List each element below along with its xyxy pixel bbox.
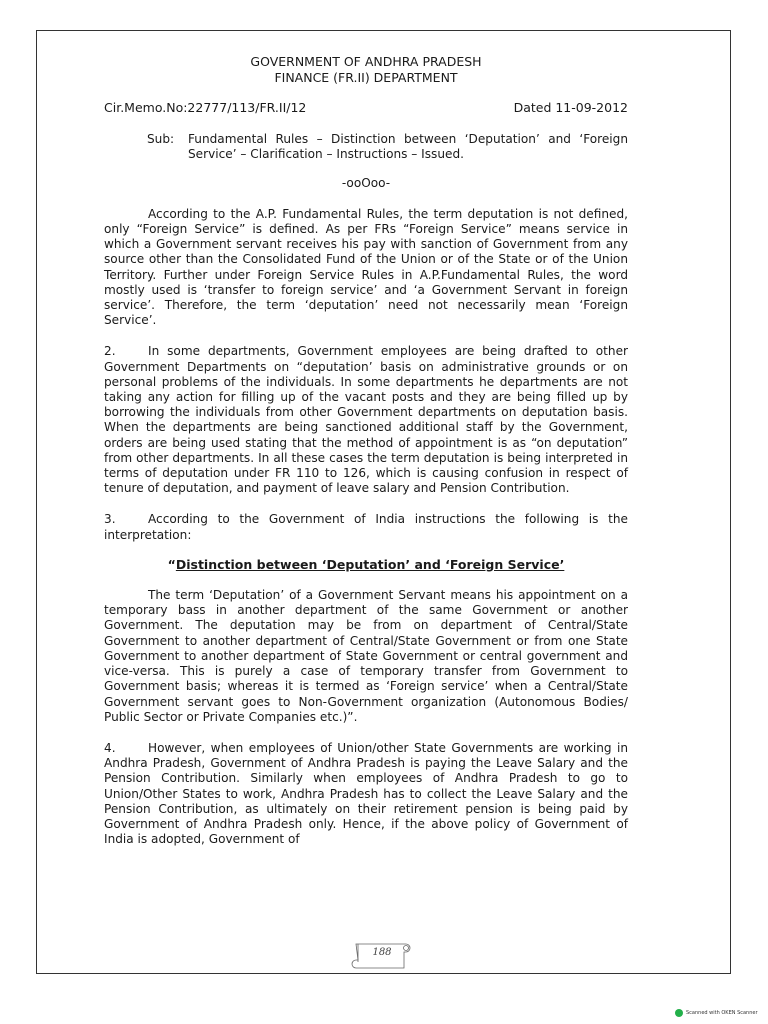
memo-number: Cir.Memo.No:22777/113/FR.II/12 (104, 100, 307, 115)
paragraph-4 (104, 741, 628, 847)
memo-date: Dated 11-09-2012 (513, 100, 628, 115)
paragraph-3 (104, 512, 628, 542)
document-body (104, 54, 628, 847)
paragraph-number: 4. (104, 740, 116, 755)
subject-block (147, 132, 628, 162)
paragraph-number: 2. (104, 344, 116, 359)
header-department: FINANCE (FR.II) DEPARTMENT (274, 70, 458, 85)
memo-reference-line (104, 100, 628, 115)
scanner-watermark (675, 1009, 758, 1017)
scanner-text: Scanned with OKEN Scanner (686, 1010, 758, 1016)
page-number-badge (350, 938, 414, 972)
paragraph-text: According to the Government of India instructions the following is the interpretation: (104, 512, 628, 542)
paragraph-number: 3. (104, 512, 116, 527)
department-header (104, 54, 628, 86)
subject-label: Sub: (147, 132, 175, 147)
paragraph-text: However, when employees of Union/other State Governments are working in Andhra Pradesh, Government of Andhra Pradesh is paying the Leave Salary and the Pension Contribution. Similarly when employees of Andhra Pradesh to go to Union/Other States to work, Andhra Pradesh has to collect the Leave Salary and the Pension Contribution, as ultimately on their retirement pension is being paid by Government of Andhra Pradesh only. Hence, if the above policy of Government of India is adopted, Government of (104, 740, 628, 847)
quote-title (104, 557, 628, 572)
paragraph-2 (104, 344, 628, 496)
subject-text: Fundamental Rules – Distinction between ‘Deputation’ and ‘Foreign Service’ – Clarification – Instructions – Issued. (188, 132, 628, 162)
paragraph-quote: The term ‘Deputation’ of a Government Servant means his appointment on a temporary bass in another department of the same Government or another Government. The deputation may be from on department of Central/State Government to another department of Central/State Government or from one State Government to another department of State Government or central government and vice-versa. This is purely a case of temporary transfer from Government to Government basis; whereas it is termed as ‘Foreign service’ when a Central/State Government servant goes to Non-Government organization (Autonomous Bodies/ Public Sector or Private Companies etc.)”. (104, 588, 628, 724)
section-separator: -ooOoo- (341, 175, 391, 190)
page-number: 188 (372, 947, 392, 958)
paragraph-text: In some departments, Government employees are being drafted to other Government Departments on “deputation’ basis on administrative grounds or on personal problems of the individuals. In some departments he departments are not taking any action for filling up of the vacant posts and they are being filled up by borrowing the individuals from other Government departments on deputation basis. When the departments are being sanctioned additional staff by the Government, orders are being used stating that the method of appointment is as “on deputation” from other departments. In all these cases the term deputation is being interpreted in terms of deputation under FR 110 to 126, which is causing confusion in respect of tenure of deputation, and payment of leave salary and Pension Contribution. (104, 344, 628, 496)
header-government: GOVERNMENT OF ANDHRA PRADESH (250, 54, 482, 69)
quote-open-mark: “ (167, 556, 176, 572)
scanner-logo-icon (675, 1009, 683, 1017)
paragraph-intro: According to the A.P. Fundamental Rules, the term deputation is not defined, only “Foreign Service” is defined. As per FRs “Foreign Service” means service in which a Government servant receives his pay with sanction of Government from any source other than the Consolidated Fund of the Union or of the State or of the Union Territory. Further under Foreign Service Rules in A.P.Fundamental Rules, the word mostly used is ‘transfer to foreign service’ and ‘a Government Servant in foreign service’. Therefore, the term ‘deputation’ need not necessarily mean ‘Foreign Service’. (104, 206, 628, 328)
quote-title-text: Distinction between ‘Deputation’ and ‘Foreign Service’ (175, 556, 565, 572)
